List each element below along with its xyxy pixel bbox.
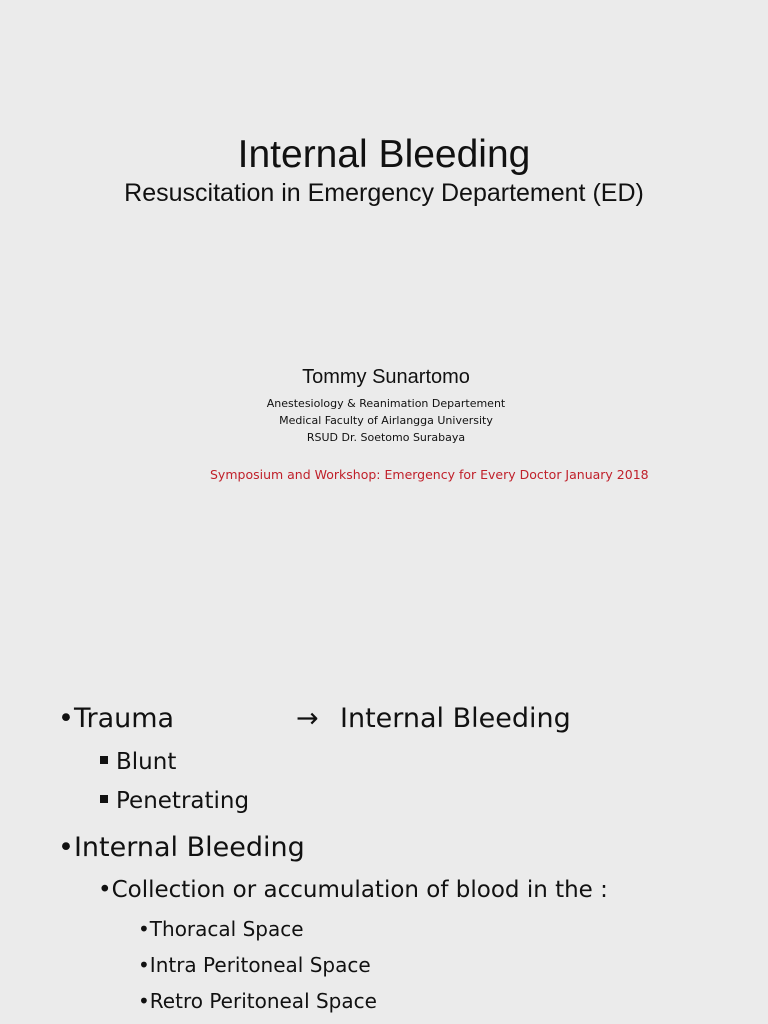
slide-subtitle: Resuscitation in Emergency Departement (ED) <box>124 179 644 207</box>
square-bullet-icon <box>100 795 108 803</box>
slide-title: Internal Bleeding <box>237 133 531 176</box>
square-bullet-icon <box>100 756 108 764</box>
bullet-marker: • <box>138 917 150 941</box>
sub-bullet-collection: •Collection or accumulation of blood in the : <box>98 877 608 903</box>
trauma-result: Internal Bleeding <box>340 703 571 734</box>
arrow-icon: → <box>296 703 319 734</box>
subsub-bullet-retro-peritoneal: •Retro Peritoneal Space <box>138 989 377 1013</box>
bullet-internal-bleeding: •Internal Bleeding <box>58 832 305 863</box>
bullet-marker: • <box>98 877 112 903</box>
affiliation-hospital: RSUD Dr. Soetomo Surabaya <box>306 431 466 444</box>
affiliation-faculty: Medical Faculty of Airlangga University <box>279 414 493 427</box>
bullet-label-trauma: Trauma <box>73 703 175 734</box>
sub-bullet-penetrating: Penetrating <box>100 786 249 816</box>
bullet-trauma <box>58 701 174 737</box>
bullet-marker: • <box>138 989 150 1013</box>
event-line: Symposium and Workshop: Emergency for Every Doctor January 2018 <box>210 467 649 482</box>
bullet-marker: • <box>138 953 150 977</box>
bullet-marker: • <box>58 703 74 734</box>
author-name: Tommy Sunartomo <box>302 366 470 388</box>
sub-bullet-blunt: Blunt <box>100 747 176 777</box>
bullet-marker: • <box>58 832 74 863</box>
subsub-bullet-thoracal: •Thoracal Space <box>138 917 304 941</box>
content-slide <box>0 576 768 1024</box>
affiliation-department: Anestesiology & Reanimation Departement <box>266 397 506 410</box>
subsub-bullet-intra-peritoneal: •Intra Peritoneal Space <box>138 953 371 977</box>
